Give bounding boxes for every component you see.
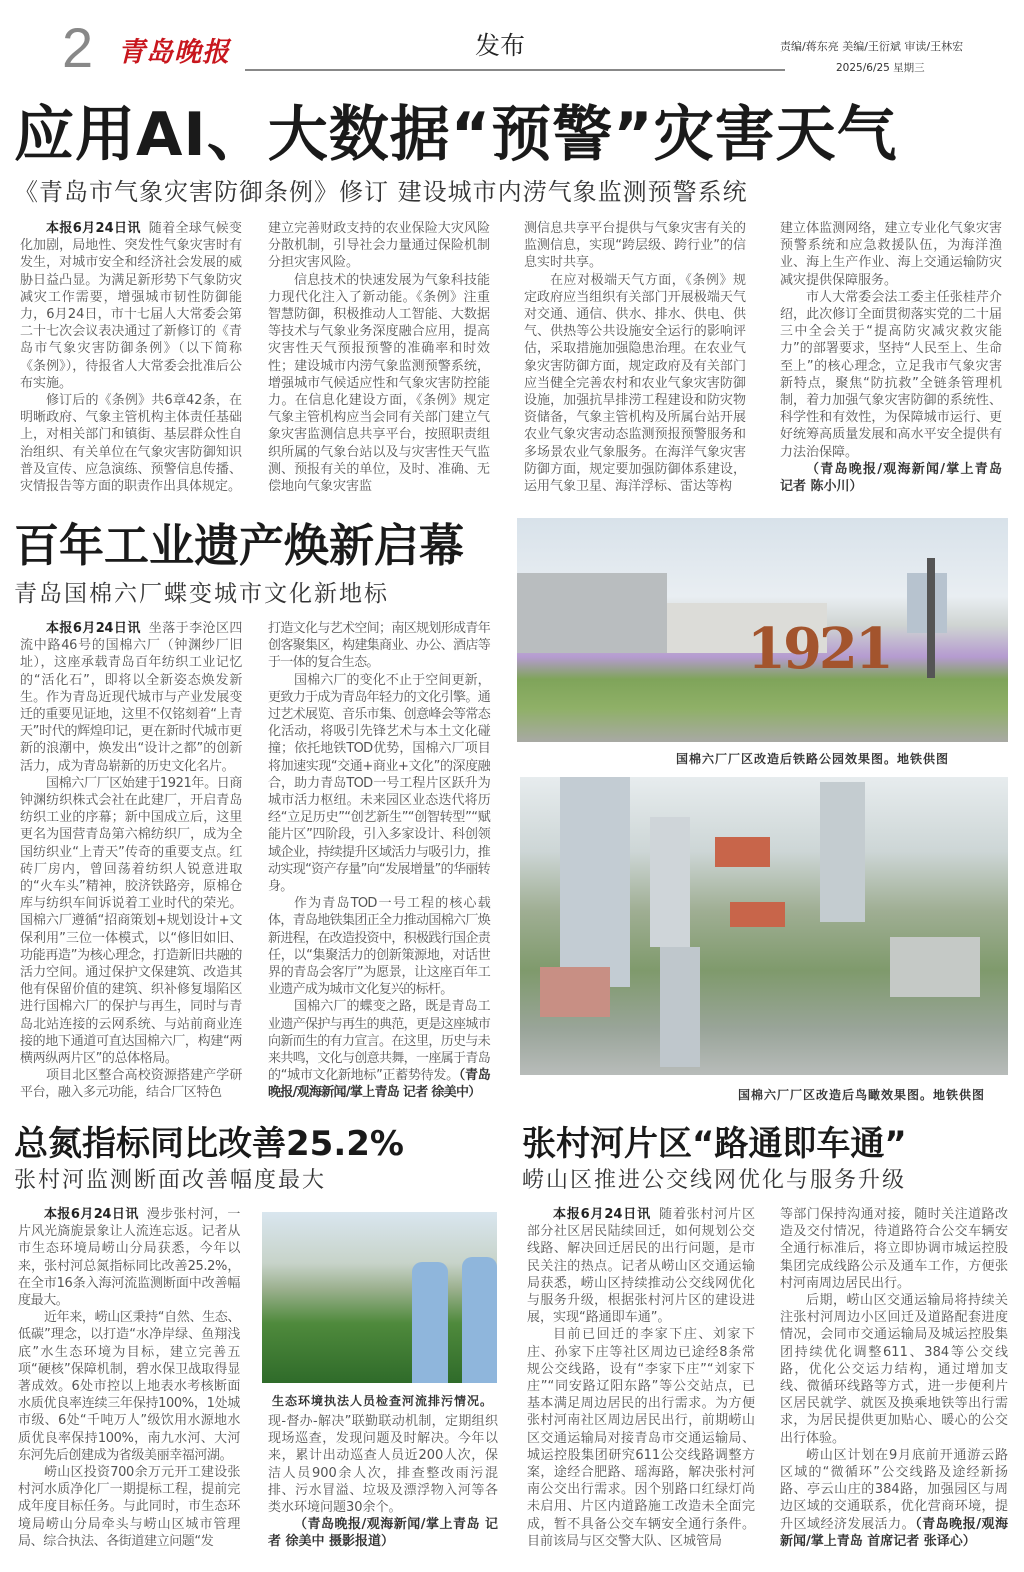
page-number: 2 — [62, 16, 94, 79]
article3-headline: 总氮指标同比改善25.2% — [14, 1124, 404, 1164]
header-divider — [245, 69, 785, 71]
byline: （青岛晚报/观海新闻/掌上青岛 首席记者 张译心） — [780, 1516, 1008, 1549]
dateline: 本报6月24日讯 — [44, 1207, 139, 1222]
article2-column-2 — [268, 620, 490, 1102]
article2-column-1 — [20, 620, 242, 1102]
roof-shape — [540, 967, 610, 1017]
paragraph-text: 随着张村河片区部分社区居民陆续回迁，如何规划公交线路、解决回迁居民的出行问题，是市民关注的热点。记者从崂山区交通运输局获悉，崂山区持续推动公交线网优化与服务升级，根据张村河片区的建设进展，实现“路通即车通”。 — [527, 1207, 755, 1326]
paragraph-text: 坐落于李沧区四流中路46号的国棉六厂（钟渊纱厂旧址），这座承载青岛百年纺织工业记忆的“活化石”，即将以全新姿态焕发新生。作为青岛近现代城市与产业发展变迁的重要见证地，这里不仅铭刻着“上青天”时代的辉煌印记，更在新时代城市更新的浪潮中，焕发出“设计之都”的创新活力，成为青岛崭新的历史文化名片。 — [20, 621, 243, 774]
paragraph — [18, 1206, 240, 1309]
photo-1921-sign: 1921 — [747, 616, 891, 682]
paragraph: 后期，崂山区交通运输局将持续关注张村河周边小区回迁及道路配套进度情况，会同市交通运输局及城运控股集团持续优化调整611、384等公交线路，优化公交运力结构，通过增加支线、微循环线路等方式，进一步便利片区居民就学、就医及换乘地铁等出行需求，为居民提供更加贴心、暖心的公交出行体验。 — [780, 1293, 1008, 1446]
article1-column-4 — [780, 220, 1002, 495]
building-shape — [890, 937, 980, 997]
paragraph — [268, 998, 490, 1101]
building-shape — [820, 782, 865, 922]
section-title: 发布 — [474, 31, 525, 60]
article2-subhead: 青岛国棉六厂蝶变城市文化新地标 — [14, 581, 389, 607]
paragraph: 国棉六厂厂区始建于1921年。日商钟渊纺织株式会社在此建厂，开启青岛纺织工业的序幕；新中国成立后，这里更名为国营青岛第六棉纺织厂，成为全国纺织业“上青天”传奇的重要支点。红砖厂房内，曾回荡着纺织人锐意进取的“火车头”精神，胶济铁路旁，原棉仓库与纺织车间诉说着工业时代的荣光。国棉六厂遵循“招商策划+规划设计+文保利用”三位一体模式，以“修旧如旧、功能再造”为核心理念，打造新旧共融的活力空间。通过保护文保建筑、改造其他有保留价值的建筑、织补修复塌陷区进行国棉六厂的保护与再生，同时与青岛北站连接的云网系统、与站前商业连接的地下通道可直达国棉六厂，构建“两横两纵两片区”的总体格局。 — [20, 775, 242, 1067]
paragraph: 建立体监测网络，建立专业化气象灾害预警系统和应急救援队伍，为海洋渔业、海上生产作业、海上交通运输防灾减灾提供保障服务。 — [780, 221, 1002, 288]
photo-caption: 生态环境执法人员检查河流排污情况。 — [272, 1394, 494, 1408]
lamp-post-shape — [927, 558, 935, 678]
paragraph: 崂山区投资700余万元开工建设张村河水质净化厂一期提标工程，提前完成年度目标任务。与此同时，市生态环境局崂山分局牵头与崂山区城市管理局、综合执法、各街道建立问题“发 — [18, 1465, 240, 1549]
paragraph: 等部门保持沟通对接，随时关注道路改造及交付情况，待道路符合公交车辆安全通行标准后，将立即协调市城运控股集团完成线路公示及通车工作，方便张村河南周边居民出行。 — [780, 1207, 1008, 1291]
roof-shape — [715, 837, 770, 867]
byline: （青岛晚报/观海新闻/掌上青岛 记者 徐美中 摄影报道） — [268, 1517, 498, 1550]
article4-column-1 — [527, 1206, 755, 1550]
paragraph: 近年来，崂山区秉持“自然、生态、低碳”理念，以打造“水净岸绿、鱼翔浅底”水生态环境为目标，建立完善五项“硬核”保障机制，碧水保卫战取得显著成效。6处市控以上地表水考核断面水质优良率连续三年保持100%，1处城市级、6处“千吨万人”级饮用水源地水质优良率保持100%，南九水河、大河东河先后创建成为省级美丽幸福河湖。 — [18, 1310, 240, 1463]
issue-date: 2025/6/25 星期三 — [836, 62, 925, 74]
article3-column-1 — [18, 1206, 240, 1550]
building-shape — [517, 573, 667, 653]
editor-credits: 责编/蒋东亮 美编/王衍斌 审读/王林宏 — [780, 40, 964, 53]
paragraph — [780, 1447, 1008, 1550]
building-shape — [660, 947, 700, 1067]
paragraph: 国棉六厂的变化不止于空间更新，更致力于成为青岛年轻力的文化引擎。通过艺术展览、音乐市集、创意峰会等常态化活动，将吸引先锋艺术与本土文化碰撞；依托地铁TOD优势，国棉六厂项目将加速实现“交通+商业+文化”的深度融合，助力青岛TOD一号工程片区跃升为城市活力枢纽。未来园区业态迭代将历经“立足历史”“创艺新生”“创智转型”“赋能片区”四阶段，引入多家设计、科创领域企业，持续提升区域活力与吸引力，推动实现“资产存量”向“发展增量”的华丽转身。 — [268, 672, 490, 895]
paragraph: 打造文化与艺术空间；南区规划形成青年创客聚集区，构建集商业、办公、酒店等于一体的复合生态。 — [268, 621, 490, 671]
building-shape — [560, 777, 630, 987]
article3-column-2 — [268, 1413, 498, 1551]
paragraph: 项目北区整合高校资源搭建产学研平台，融入多元功能，结合厂区特色 — [20, 1068, 242, 1101]
byline: （青岛晚报/观海新闻/掌上青岛 记者 陈小川） — [780, 461, 1002, 495]
newspaper-logo: 青岛晚报 — [118, 37, 230, 68]
paragraph-text: 漫步张村河，一片风光旖旎景象让人流连忘返。记者从市生态环境局崂山分局获悉，今年以来，张村河总氮指标同比改善25.2%，在全市16条入海河流监测断面中改善幅度最大。 — [18, 1207, 241, 1309]
paragraph: 现-督办-解决”联勤联动机制，定期组织现场巡查，发现问题及时解决。今年以来，累计出动巡查人员近200人次，保洁人员900余人次，排查整改雨污混排、污水冒溢、垃圾及漂浮物入河等各类水环境问题30余个。 — [268, 1414, 498, 1516]
paragraph: 测信息共享平台提供与气象灾害有关的监测信息，实现“跨层级、跨行业”的信息实时共享。 — [524, 221, 746, 271]
building-shape — [650, 817, 690, 947]
article3-subhead: 张村河监测断面改善幅度最大 — [14, 1168, 327, 1193]
paragraph: 作为青岛TOD一号工程的核心载体，青岛地铁集团正全力推动国棉六厂焕新进程，在改造投资中，积极践行国企责任，以“集聚活力的创新策源地，对话世界的青岛会客厅”为愿景，让这座百年工业遗产成为城市文化复兴的标杆。 — [268, 896, 490, 998]
paragraph-text: 随着全球气候变化加剧，局地性、突发性气象灾害时有发生，对城市安全和经济社会发展的威胁日益凸显。为满足新形势下气象防灾减灾工作需要，增强城市韧性防御能力，6月24日，市十七届人大常委会第二十七次会议表决通过了新修订的《青岛市气象灾害防御条例》（以下简称《条例》），待报省人大常委会批准后公布实施。 — [20, 221, 242, 391]
paragraph — [20, 220, 242, 392]
officer-figure — [462, 1257, 497, 1383]
article1-column-3 — [524, 220, 746, 495]
article1-subhead: 《青岛市气象灾害防御条例》修订 建设城市内涝气象监测预警系统 — [14, 178, 748, 206]
paragraph: 信息技术的快速发展为气象科技能力现代化注入了新动能。《条例》注重智慧防御，积极推动人工智能、大数据等技术与气象业务深度融合应用，提高灾害性天气预报预警的准确率和时效性；建设城市内涝气象监测预警系统，增强城市气候适应性和气象灾害防控能力。在信息化建设方面，《条例》规定气象主管机构应当会同有关部门建立气象灾害监测信息共享平台，按照职责组织所属的气象台站以及与灾害性天气监测、预报有关的单位，及时、准确、无偿地向气象灾害监 — [268, 272, 490, 495]
paragraph: 修订后的《条例》共6章42条，在明晰政府、气象主管机构主体责任基础上，对相关部门和镇街、基层群众性自治组织、有关单位在气象灾害防御知识普及宣传、应急演练、预警信息传播、灾情报告等方面的职责作出具体规定。 — [20, 393, 242, 495]
paragraph: 建立完善财政支持的农业保险大灾风险分散机制，引导社会力量通过保险机制分担灾害风险。 — [268, 221, 490, 271]
article1-column-1 — [20, 220, 242, 495]
railway-park-rendering-photo — [517, 518, 1008, 742]
article4-subhead: 崂山区推进公交线网优化与服务升级 — [522, 1168, 907, 1193]
paragraph: 目前已回迁的李家下庄、刘家下庄、孙家下庄等社区周边已途经8条常规公交线路，设有“李家下庄”“刘家下庄”“同安路辽阳东路”等公交站点，已基本满足周边居民的出行需求。为方便张村河南社区周边居民出行，前期崂山区交通运输局对接青岛市交通运输局、城运控股集团研究611公交线路调整方案，途经合肥路、瑶海路，解决张村河南公交出行需求。因个别路口红绿灯尚未启用、片区内道路施工改造未全面完成，暂不具备公交车辆安全通行条件。目前该局与区交警大队、区城管局 — [527, 1327, 755, 1549]
roof-shape — [730, 902, 785, 927]
paragraph-text: 国棉六厂的蝶变之路，既是青岛工业遗产保护与再生的典范，更是这座城市向新而生的有力宣言。在这里，历史与未来共鸣，文化与创意共舞，一座属于青岛的“城市文化新地标”正蓄势待发。 — [268, 999, 490, 1084]
dateline: 本报6月24日讯 — [46, 221, 141, 236]
photo-caption: 国棉六厂厂区改造后鸟瞰效果图。地铁供图 — [738, 1088, 986, 1102]
photo-caption: 国棉六厂厂区改造后铁路公园效果图。地铁供图 — [676, 752, 950, 766]
paragraph: 在应对极端天气方面，《条例》规定政府应当组织有关部门开展极端天气对交通、通信、供水、排水、供电、供气、供热等公共设施安全运行的影响评估，采取措施加强隐患治理。在农业气象灾害防御方面，规定政府及有关部门应当健全完善农村和农业气象灾害防御设施，加强抗旱排涝工程建设和防灾物资储备，气象主管机构及所属台站开展农业气象灾害动态监测预报预警服务和多场景农业气象服务。在海洋气象灾害防御方面，规定要加强防御体系建设，运用气象卫星、海洋浮标、雷达等构 — [524, 272, 746, 495]
officer-figure — [412, 1262, 448, 1383]
article4-column-2 — [780, 1206, 1008, 1550]
dateline: 本报6月24日讯 — [46, 621, 141, 636]
paragraph — [20, 620, 242, 775]
article1-column-2 — [268, 220, 490, 495]
article2-headline: 百年工业遗产焕新启幕 — [14, 519, 465, 572]
paragraph — [527, 1206, 755, 1326]
inspection-officers-photo — [262, 1212, 497, 1383]
article1-headline: 应用AI、大数据“预警”灾害天气 — [14, 100, 898, 170]
paragraph: 市人大常委会法工委主任张桂芹介绍，此次修订全面贯彻落实党的二十届三中全会关于“提高防灾减灾救灾能力”的部署要求，坚持“人民至上、生命至上”的核心理念，立足我市气象灾害新特点，聚焦“防抗救”全链条管理机制，着力加强气象灾害防御的系统性、科学性和有效性，为保障城市运行、更好统筹高质量发展和高水平安全提供有力法治保障。 — [780, 289, 1002, 460]
byline: （青岛晚报/观海新闻/掌上青岛 记者 徐美中） — [268, 1068, 490, 1101]
paragraph-text: 崂山区计划在9月底前开通游云路区域的“微循环”公交线路及途经新扬路、亭云山庄的384路，加强园区与周边区域的交通联系，优化营商环境，提升区域经济发展活力。 — [780, 1447, 1008, 1532]
article4-headline: 张村河片区“路通即车通” — [522, 1124, 907, 1164]
aerial-rendering-photo — [520, 777, 1008, 1075]
dateline: 本报6月24日讯 — [553, 1207, 651, 1222]
